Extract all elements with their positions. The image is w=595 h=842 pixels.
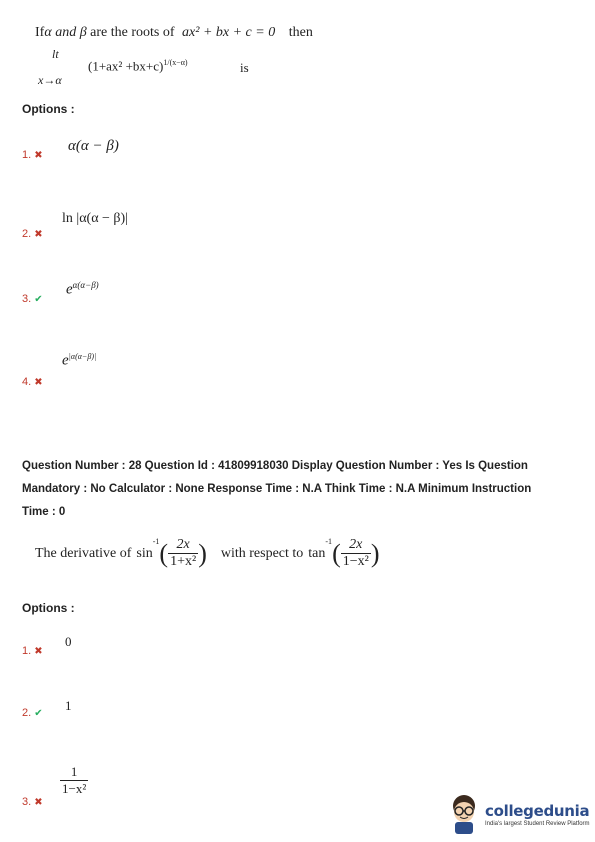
- q27-option-4-number: 4. ✖: [22, 376, 43, 388]
- limit-symbol: lt: [52, 47, 59, 61]
- wrong-mark-icon: ✖: [34, 377, 43, 388]
- options-title-q27: Options :: [22, 102, 75, 116]
- q28-option-3-number: 3. ✖: [22, 796, 43, 808]
- q28-option-1-number: 1. ✖: [22, 645, 43, 657]
- mascot-icon: [446, 792, 482, 836]
- wrong-mark-icon: ✖: [34, 797, 43, 808]
- fraction-2x-over-1-minus-x2: $\frac{2x}{\text{1−x²}}$: [342, 537, 369, 569]
- limit-is: is: [240, 60, 249, 75]
- q27-option-1-number: 1. ✖: [22, 149, 43, 161]
- question-28-stem: The derivative of sin $^{-1}$ ( $\frac{2x}{\text{1+x²}}$ ) with respect to tan $^{-1}$ ( $\frac{2x}{\text{1−x²}}$ ): [35, 537, 380, 569]
- q27-option-2-number: 2. ✖: [22, 228, 43, 240]
- wrong-mark-icon: ✖: [34, 646, 43, 657]
- fraction-2x-over-1-plus-x2: $\frac{2x}{\text{1+x²}}$: [170, 537, 197, 569]
- quadratic-equation: ax² + bx + c = 0: [182, 25, 276, 40]
- question-27-stem: Ifα and β are the roots of ax² + bx + c = 0 then: [35, 25, 313, 40]
- collegedunia-logo: [446, 792, 590, 836]
- q27-option-3-number: 3. ✔: [22, 293, 43, 305]
- logo-tagline: India's largest Student Review Platform: [485, 820, 590, 827]
- question-28-meta: Question Number : 28 Question Id : 41809918030 Display Question Number : Yes Is Question Mandatory : No Calculator : None Response Time : N.A Think Time : N.A Minimum Instruction Time : 0: [22, 460, 532, 518]
- q27-option-1-text: α(α − β): [68, 138, 119, 154]
- limit-variable: x→α: [38, 73, 62, 87]
- wrong-mark-icon: ✖: [34, 150, 43, 161]
- correct-mark-icon: ✔: [34, 708, 43, 719]
- q27-option-3-text: $e^{\alpha(\alpha-\beta)}$: [66, 280, 99, 298]
- logo-brand: collegedunia: [485, 801, 590, 820]
- options-title-q28: Options :: [22, 601, 75, 615]
- alpha-symbol: α: [44, 25, 52, 40]
- beta-symbol: β: [79, 25, 87, 40]
- q28-option-2-text: 1: [65, 698, 72, 713]
- q27-option-2-text: ln |α(α − β)|: [62, 211, 129, 226]
- limit-expression: $(1+ax^2 +bx+c)^{1/(x-\alpha)}$: [88, 58, 188, 74]
- q28-option-2-number: 2. ✔: [22, 707, 43, 719]
- q27-option-4-text: $e^{|\alpha(\alpha-\beta)|}$: [62, 352, 97, 369]
- q28-option-3-text: [60, 764, 88, 797]
- wrong-mark-icon: ✖: [34, 229, 43, 240]
- q28-option-1-text: 0: [65, 634, 72, 649]
- correct-mark-icon: ✔: [34, 294, 43, 305]
- fraction-1-over-1-minus-x2: $\frac{1}{\text{1−x²}}$: [62, 764, 87, 796]
